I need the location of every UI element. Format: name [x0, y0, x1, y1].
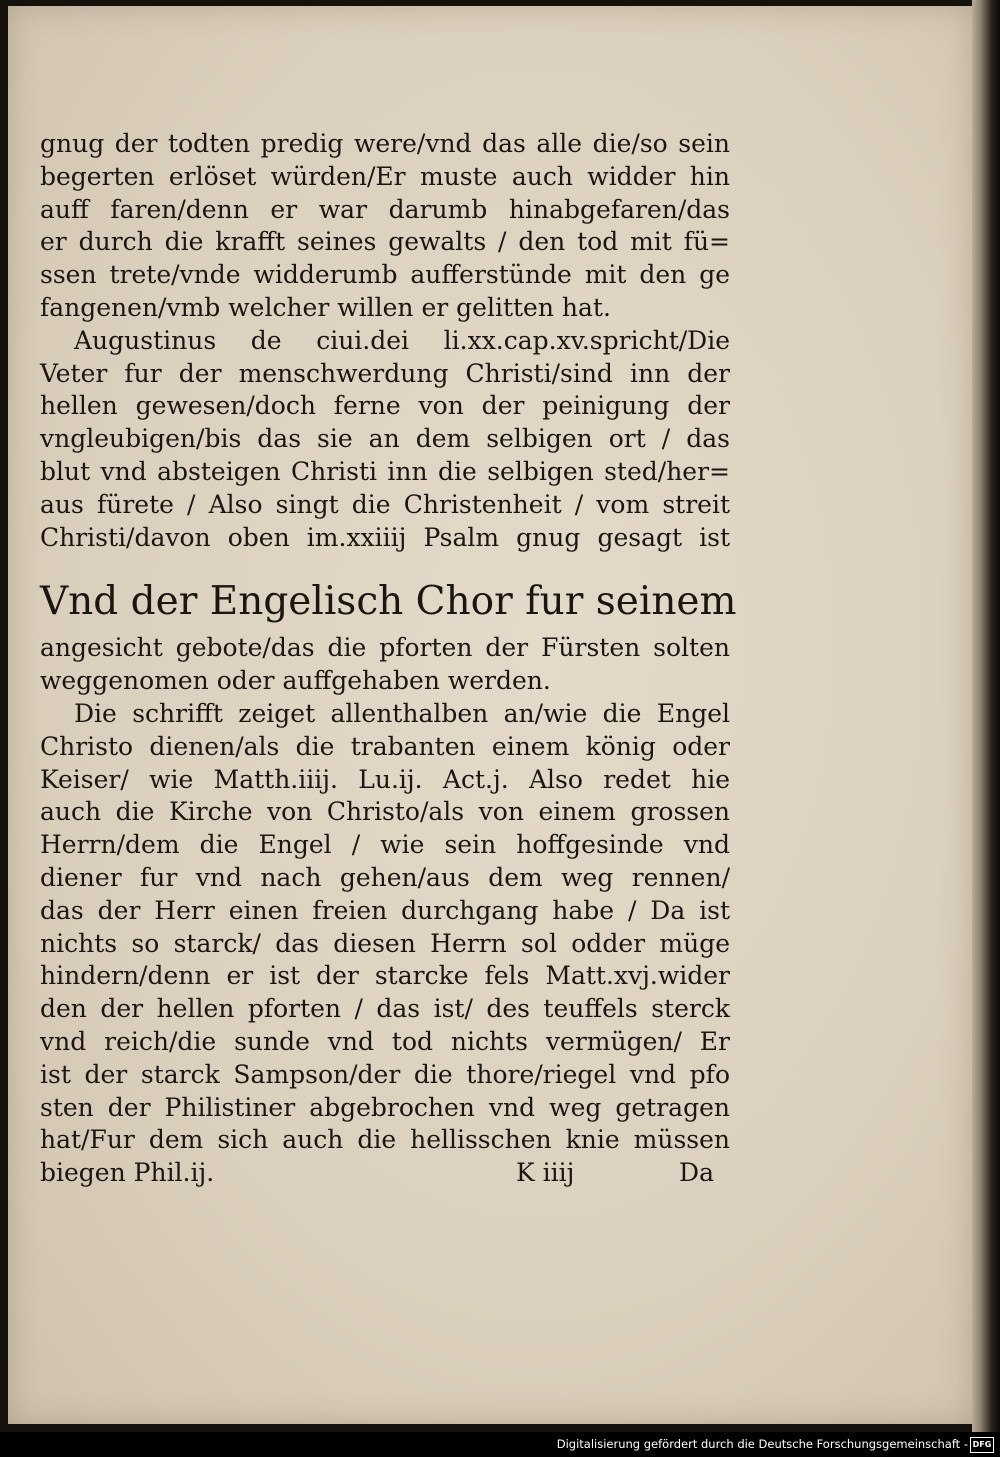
book-page — [8, 6, 972, 1424]
catchword: Da — [679, 1158, 714, 1188]
text-line: den der hellen pforten / das ist/ des teuffels sterck — [40, 994, 730, 1024]
text-line: diener fur vnd nach gehen/aus dem weg rennen/ — [40, 862, 730, 892]
text-line: weggenomen oder auffgehaben werden. — [40, 666, 551, 696]
text-line: Christo dienen/als die trabanten einem könig oder — [40, 731, 730, 761]
text-line: gnug der todten predig were/vnd das alle die/so sein — [40, 129, 730, 158]
text-line: aus fürete / Also singt die Christenheit / vom streit — [40, 489, 730, 519]
text-line: Augustinus de ciui.dei li.xx.cap.xv.spricht/Die — [74, 325, 730, 355]
text-line: begerten erlöset würden/Er muste auch widder hin — [40, 161, 730, 191]
text-line: blut vnd absteigen Christi inn die selbigen sted/her= — [40, 456, 730, 486]
final-line-text: biegen Phil.ij. — [40, 1158, 215, 1188]
footer-credit: Digitalisierung gefördert durch die Deutsche Forschungsgemeinschaft - — [556, 1437, 968, 1451]
text-line: auff faren/denn er war darumb hinabgefaren/das — [40, 194, 730, 224]
text-line: hindern/denn er ist der starcke fels Matt.xvj.wider — [40, 961, 730, 991]
footer-bar — [0, 1432, 1000, 1457]
text-line: sten der Philistiner abgebrochen vnd weg getragen — [40, 1092, 730, 1122]
text-line: ist der starck Sampson/der die thore/riegel vnd pfo — [40, 1059, 730, 1089]
text-line: vngleubigen/bis das sie an dem selbigen ort / das — [40, 424, 730, 454]
page-edge-shadow — [972, 0, 1000, 1432]
text-line: auch die Kirche von Christo/als von einem grossen — [40, 797, 730, 827]
text-line: Keiser/ wie Matth.iiij. Lu.ij. Act.j. Also redet hie — [40, 764, 730, 794]
text-line: Herrn/dem die Engel / wie sein hoffgesinde vnd — [40, 830, 730, 860]
text-line: Die schrifft zeiget allenthalben an/wie die Engel — [74, 698, 730, 728]
text-line: angesicht gebote/das die pforten der Fürsten solten — [40, 633, 730, 663]
text-line: fangenen/vmb welcher willen er gelitten hat. — [40, 292, 611, 322]
text-line: er durch die krafft seines gewalts / den tod mit fü= — [40, 227, 730, 257]
signature-mark: K iiij — [516, 1158, 575, 1188]
text-line: Christi/davon oben im.xxiiij Psalm gnug gesagt ist — [40, 522, 730, 552]
dfg-logo-icon: DFG — [970, 1437, 994, 1453]
text-line: nichts so starck/ das diesen Herrn sol odder müge — [40, 928, 730, 958]
page-text — [40, 128, 737, 1190]
text-line: hellen gewesen/doch ferne von der peinigung der — [40, 391, 730, 421]
text-line: ssen trete/vnde widderumb aufferstünde mit den ge — [40, 260, 730, 290]
final-line — [40, 1157, 730, 1190]
section-heading: Vnd der Engelisch Chor fur seinem — [40, 579, 737, 625]
text-line: das der Herr einen freien durchgang habe / Da ist — [40, 895, 730, 925]
text-line: vnd reich/die sunde vnd tod nichts vermügen/ Er — [40, 1026, 730, 1056]
text-line: hat/Fur dem sich auch die hellisschen knie müssen — [40, 1125, 730, 1155]
text-line: Veter fur der menschwerdung Christi/sind inn der — [40, 358, 730, 388]
